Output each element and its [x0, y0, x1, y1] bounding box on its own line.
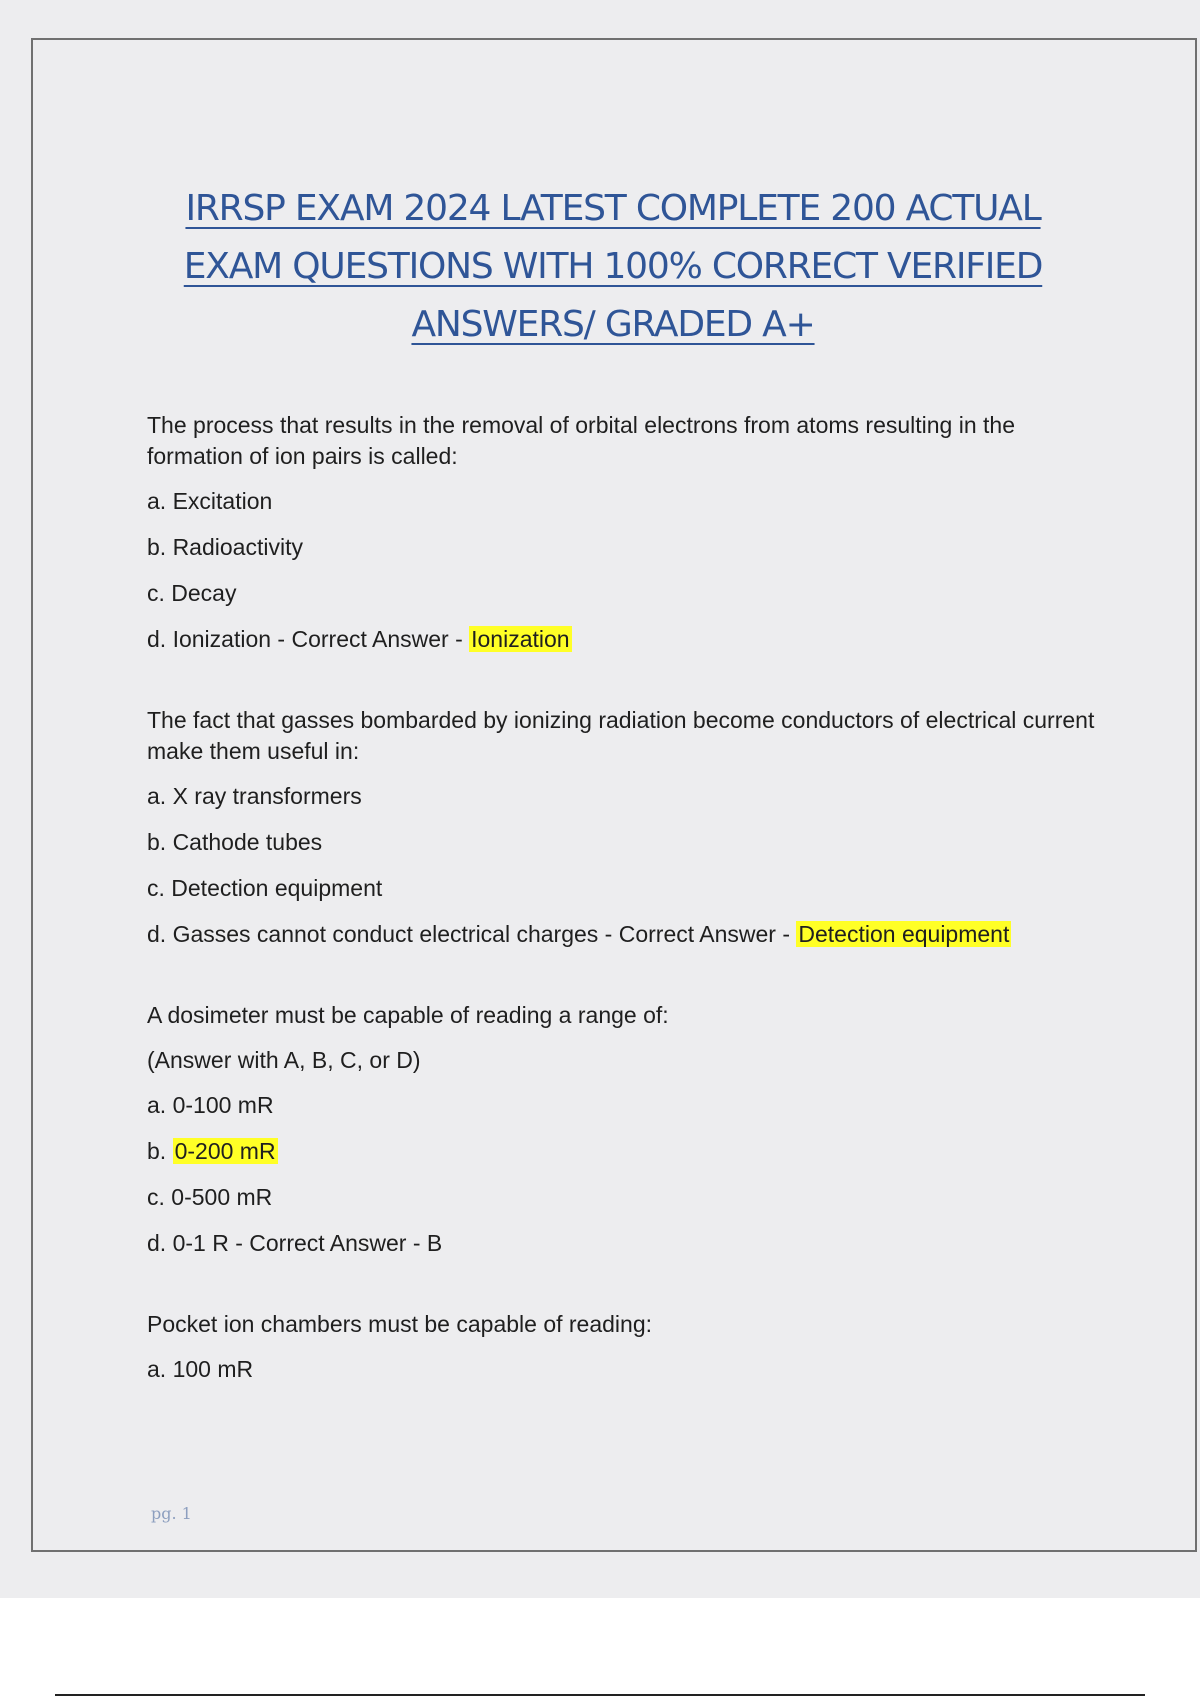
answer-option-a: a. Excitation	[147, 488, 273, 514]
question-text: A dosimeter must be capable of reading a range of:	[147, 1002, 669, 1028]
document-title	[113, 180, 1113, 354]
highlighted-correct-answer: Ionization	[471, 626, 570, 652]
answer-option-c: c. Detection equipment	[147, 875, 383, 901]
question-text: The process that results in the removal of orbital electrons from atoms resulting in the formation of ion pairs is called:	[147, 412, 1016, 469]
answer-option-c: c. 0-500 mR	[147, 1184, 273, 1210]
page-number: pg. 1	[151, 1504, 192, 1523]
answer-option-a: a. X ray transformers	[147, 783, 362, 809]
page-divider	[55, 1694, 1145, 1696]
question-block-2	[147, 705, 1107, 950]
answer-option-b-text: b.	[147, 1138, 173, 1164]
answer-option-b	[147, 1136, 1107, 1167]
answer-option-b: b. Cathode tubes	[147, 829, 323, 855]
question-block-1	[147, 410, 1107, 655]
document-page	[31, 38, 1197, 1552]
answer-option-c: c. Decay	[147, 580, 237, 606]
title-line-2: EXAM QUESTIONS WITH 100% CORRECT VERIFIED	[183, 246, 1043, 287]
answer-option-b: b. Radioactivity	[147, 534, 303, 560]
question-text: The fact that gasses bombarded by ionizing radiation become conductors of electrical current make them useful in:	[147, 707, 1095, 764]
answer-option-a: a. 100 mR	[147, 1356, 254, 1382]
title-line-3: ANSWERS/ GRADED A+	[411, 304, 815, 345]
answer-option-d	[147, 624, 1107, 655]
question-text: Pocket ion chambers must be capable of reading:	[147, 1311, 653, 1337]
answer-option-a: a. 0-100 mR	[147, 1092, 274, 1118]
answer-option-d: d. 0-1 R - Correct Answer - B	[147, 1230, 443, 1256]
question-list	[147, 410, 1107, 1435]
title-line-1: IRRSP EXAM 2024 LATEST COMPLETE 200 ACTUAL	[185, 188, 1041, 229]
answer-option-d-text: d. Ionization - Correct Answer -	[147, 626, 470, 652]
question-block-3	[147, 1000, 1107, 1259]
highlighted-correct-answer: 0-200 mR	[174, 1138, 276, 1164]
highlighted-correct-answer: Detection equipment	[798, 921, 1010, 947]
answer-instruction: (Answer with A, B, C, or D)	[147, 1047, 421, 1073]
answer-option-d-text: d. Gasses cannot conduct electrical charges - Correct Answer -	[147, 921, 797, 947]
question-block-4	[147, 1309, 1107, 1385]
answer-option-d	[147, 919, 1107, 950]
